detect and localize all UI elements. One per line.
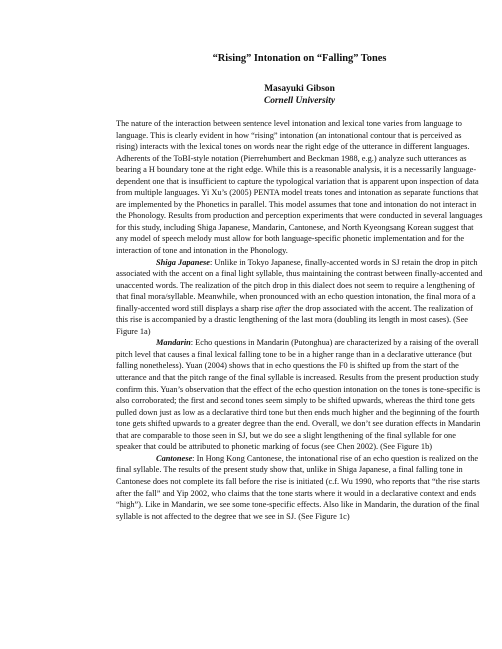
mandarin-heading: Mandarin [156, 338, 191, 348]
cantonese-paragraph [116, 453, 483, 522]
shiga-japanese-paragraph [116, 257, 483, 338]
author-name: Masayuki Gibson [264, 84, 335, 94]
paper-title: “Rising” Intonation on “Falling” Tones [212, 53, 387, 64]
paper-page [116, 52, 483, 522]
shiga-japanese-text-b: the drop associated with the accent. The realization of this rise is accompanied by a drastic lengthening of the last mora (doubling its length in most cases). (See Figure 1a) [116, 303, 473, 336]
shiga-japanese-emphasis: after [275, 303, 291, 313]
cantonese-text: : In Hong Kong Cantonese, the intonational rise of an echo question is realized on the final syllable. The results of the present study show that, unlike in Shiga Japanese, a final falling tone in Cantonese does not complete its fall before the rise is initiated (c.f. Wu 1990, who reports that “the rise starts after the fall” and Yip 2002, who claims that the tone starts where it would in a declarative context and ends “high”). Like in Mandarin, we see some tone-specific effects. Also like in Mandarin, the duration of the final syllable is not affected to the degree that we see in SJ. (See Figure 1c) [116, 453, 480, 521]
mandarin-paragraph [116, 337, 483, 452]
mandarin-text: : Echo questions in Mandarin (Putonghua) are characterized by a raising of the overall pitch level that causes a final lexical falling tone to be in a higher range than in a declarative utterance (but falling nonetheless). Yuan (2004) shows that in echo questions the F0 is shifted up from the start of the utterance and that the pitch range of the final syllable is increased. Results from the present production study confirm this. Yuan’s observation that the effect of the echo question intonation on the tones is tone-specific is also corroborated; the first and second tones seem simply to be shifted upwards, whereas the third tone gets pulled down just as low as a declarative third tone but then ends much higher and the beginning of the fourth tone gets shifted upwards to a greater degree than the end. Overall, we don’t see duration effects in Mandarin that are comparable to those seen in SJ, but we do see a slight lengthening of the final syllable for one speaker that could be attributed to phonetic marking of focus (see Chen 2002). (See Figure 1b) [116, 338, 481, 452]
intro-paragraph: The nature of the interaction between sentence level intonation and lexical tone varies from language to language. This is clearly evident in how “rising” intonation (an intonational contour that is perceived as rising) interacts with the lexical tones on words near the right edge of the utterance in different languages. Adherents of the ToBI-style notation (Pierrehumbert and Beckman 1988, e.g.) analyze such utterances as bearing a H boundary tone at the right edge. While this is a reasonable analysis, it is a necessarily language-dependent one that is insufficient to capture the typological variation that is apparent upon inspection of data from multiple languages. Yi Xu’s (2005) PENTA model treats tones and intonation as separate functions that are implemented by the Phonetics in parallel. This model assumes that tone and intonation do not interact in the Phonology. Results from production and perception experiments that were conducted in several languages for this study, including Shiga Japanese, Mandarin, Cantonese, and North Kyeongsang Korean suggest that any model of speech melody must allow for both language-specific phonetic implementation and for the interaction of tone and intonation in the Phonology. [116, 119, 483, 256]
shiga-japanese-text-a: : Unlike in Tokyo Japanese, finally-accented words in SJ retain the drop in pitch associated with the accent on a final light syllable, thus maintaining the contrast between finally-accented and unaccented words. The realization of the pitch drop in this dialect does not seem to require a lengthening of that final mora/syllable. Meanwhile, when pronounced with an echo question intonation, the final mora of a finally-accented word still displays a sharp rise [116, 257, 483, 313]
shiga-japanese-heading: Shiga Japanese [156, 257, 211, 267]
cantonese-heading: Cantonese [156, 453, 193, 463]
author-affiliation: Cornell University [263, 96, 336, 106]
